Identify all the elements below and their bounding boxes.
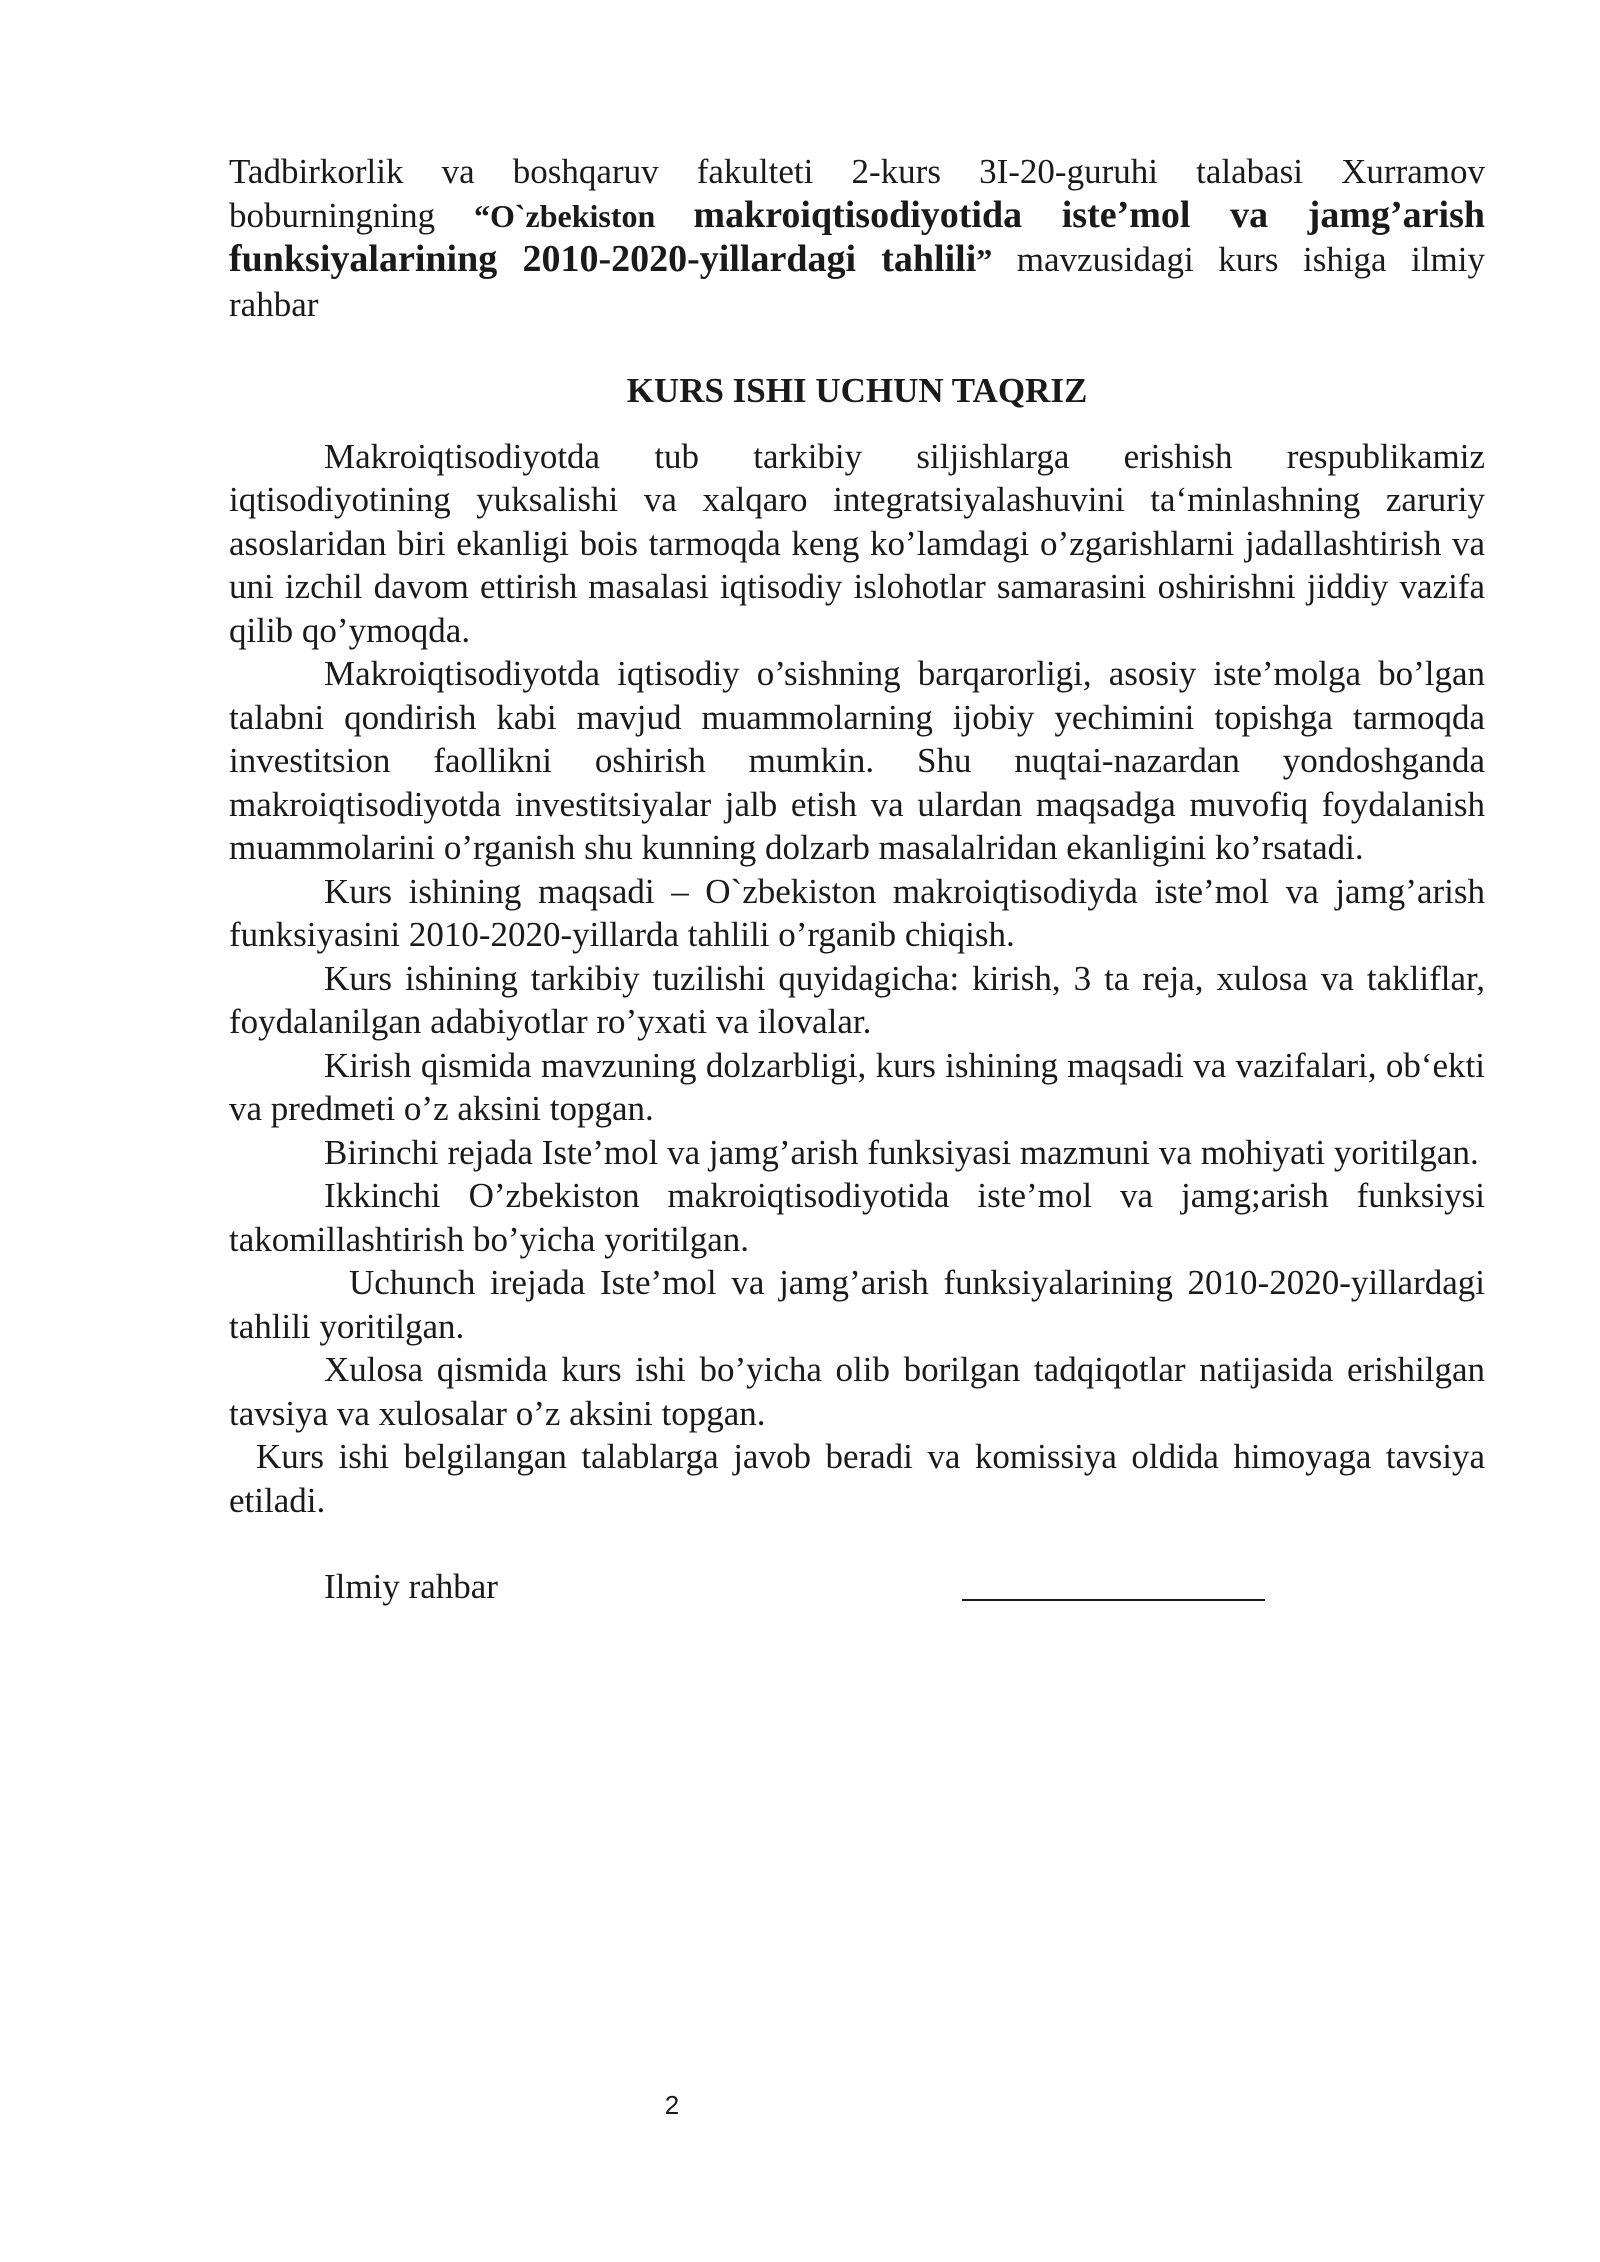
document-page <box>229 150 1485 1615</box>
signature-label: Ilmiy rahbar <box>324 1567 498 1606</box>
signature-block <box>229 1565 1485 1615</box>
topic-open: “O`zbekiston <box>473 197 694 234</box>
body-paragraph: Kurs ishining tarkibiy tuzilishi quyidagicha: kirish, 3 ta reja, xulosa va takliflar, foydalanilgan adabiyotlar ro’yxati va ilovalar. <box>229 958 1485 1041</box>
body-paragraph: Birinchi rejada Iste’mol va jamg’arish funksiyasi mazmuni va mohiyati yoritilgan. <box>324 1132 1479 1172</box>
body-paragraph: Uchunch irejada Iste’mol va jamg’arish funksiyalarining 2010-2020-yillardagi tahlili yoritilgan. <box>229 1263 1485 1346</box>
body-paragraph: Kurs ishining maqsadi – O`zbekiston makroiqtisodiyda iste’mol va jamg’arish funksiyasini 2010-2020-yillarda tahlili o’rganib chiqish. <box>229 871 1485 954</box>
topic-close: ” <box>976 242 993 278</box>
signature-line <box>962 1599 1265 1601</box>
topic-title: makroiqtisodiyotida iste’mol va jamg’arish funksiyalarining 2010-2020-yillardagi tahlili <box>229 193 1485 280</box>
body-paragraph: Makroiqtisodiyotda iqtisodiy o’sishning barqarorligi, asosiy iste’molga bo’lgan talabni qondirish kabi mavjud muammolarning ijobiy yechimini topishga tarmoqda investitsion faollikni oshirish mumkin. Shu nuqtai-nazardan yondoshganda makroiqtisodiyotda investitsiyalar jalb etish va ulardan maqsadga muvofiq foydalanish muammolarini o’rganish shu kunning dolzarb masalalridan ekanligini ko’rsatadi. <box>229 654 1485 867</box>
body-paragraph: Makroiqtisodiyotda tub tarkibiy siljishlarga erishish respublikamiz iqtisodiyotining yuksalishi va xalqaro integratsiyalashuvini ta‘minlashning zaruriy asoslaridan biri ekanligi bois tarmoqda keng ko’lamdagi o’zgarishlarni jadallashtirish va uni izchil davom ettirish masalasi iqtisodiy islohotlar samarasini oshirishni jiddiy vazifa qilib qo’ymoqda. <box>229 436 1485 650</box>
intro-paragraph <box>229 150 1485 326</box>
body-paragraph: Xulosa qismida kurs ishi bo’yicha olib borilgan tadqiqotlar natijasida erishilgan tavsiya va xulosalar o’z aksini topgan. <box>229 1350 1485 1433</box>
intro-suffix: mavzusidagi kurs ishiga ilmiy rahbar <box>229 240 1485 324</box>
document-title: KURS ISHI UCHUN TAQRIZ <box>626 371 1088 410</box>
intro-prefix: Tadbirkorlik va boshqaruv fakulteti 2-kurs 3I-20-guruhi talabasi Xurramov boburningning <box>229 152 1485 235</box>
body-paragraph: Kirish qismida mavzuning dolzarbligi, kurs ishining maqsadi va vazifalari, ob‘ekti va predmeti o’z aksini topgan. <box>229 1045 1485 1128</box>
page-number: 2 <box>664 2090 680 2120</box>
conclusion-paragraph: Kurs ishi belgilangan talablarga javob beradi va komissiya oldida himoyaga tavsiya etiladi. <box>229 1437 1485 1520</box>
body-paragraph: Ikkinchi O’zbekiston makroiqtisodiyotida iste’mol va jamg;arish funksiysi takomillashtirish bo’yicha yoritilgan. <box>229 1176 1485 1259</box>
